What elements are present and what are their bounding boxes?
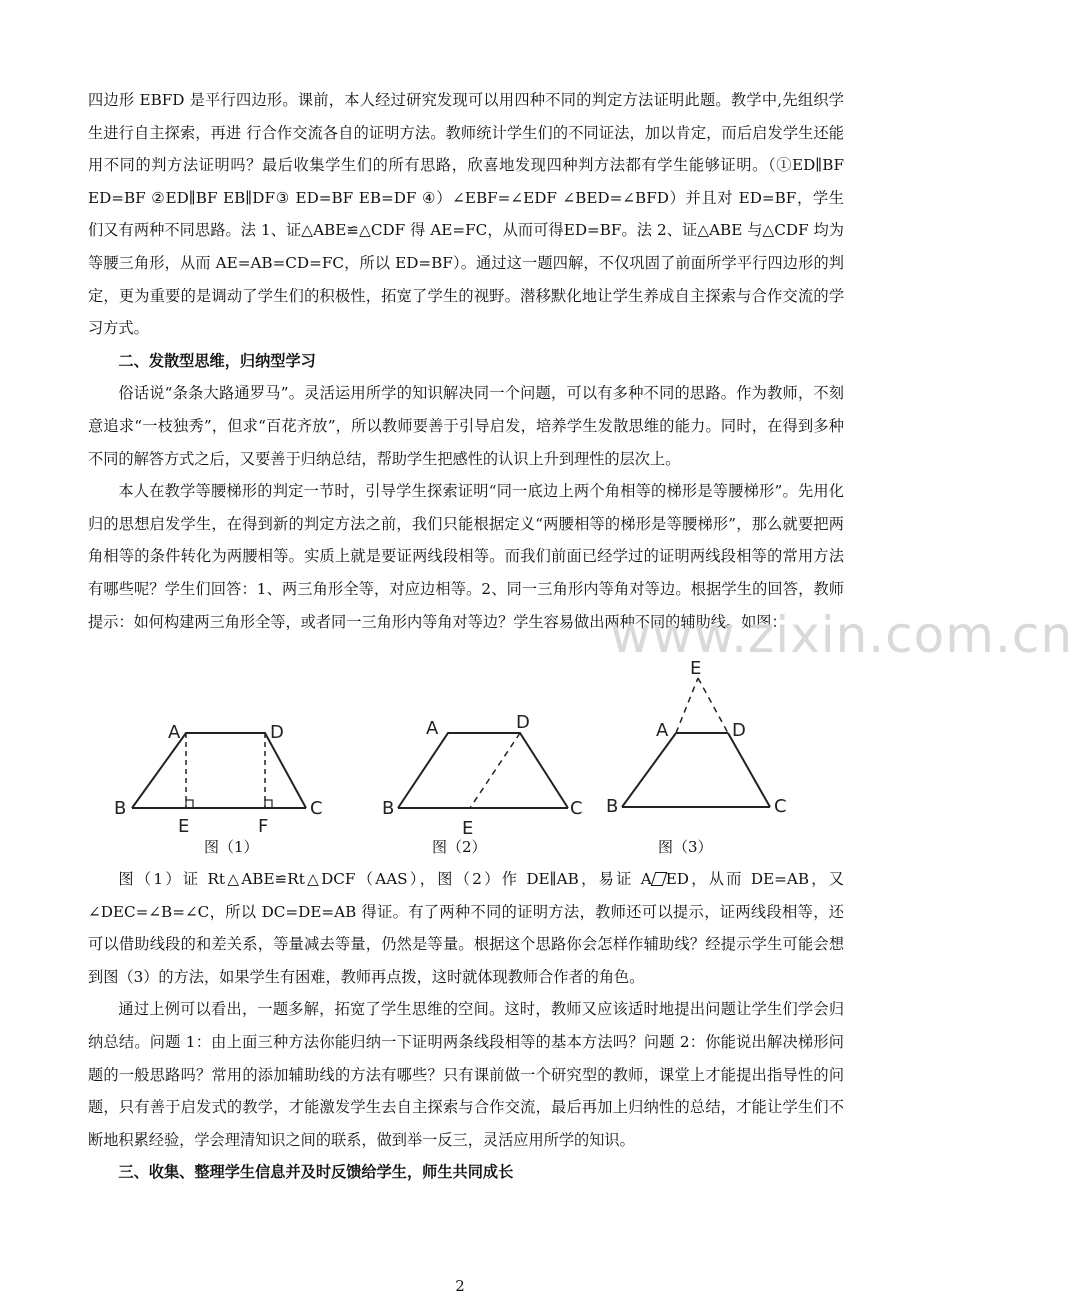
fig3-label-e: E	[690, 658, 702, 679]
paragraph-figure-explanation	[88, 863, 844, 993]
page-number: 2	[455, 1277, 465, 1295]
fig1-label-e: E	[178, 816, 190, 837]
figure-1-caption: 图（1）	[204, 838, 259, 856]
figure-3-diagram	[604, 660, 844, 840]
fig3-label-b: B	[606, 796, 619, 817]
fig-explanation-part-2: ED，从而 DE=AB，又∠DEC=∠B=∠C，所以 DC=DE=AB 得证。有了两种不同的证明方法，教师还可以提示，证两线段相等，还可以借助线段的和差关系，等量减去等量，仍然是等量。根据这个思路你会怎样作辅助线？经提示学生可能会想到图（3）的方法，如果学生有困难，教师再点拨，这时就体现教师合作者的角色。	[88, 870, 844, 986]
fig1-label-a: A	[168, 722, 181, 743]
section-heading-3: 三、收集、整理学生信息并及时反馈给学生，师生共同成长	[118, 1163, 514, 1182]
fig3-label-c: C	[774, 796, 787, 817]
text-block-top	[88, 84, 844, 638]
fig-explanation-part-1: 图（1）证 Rt△ABE≌Rt△DCF（AAS），图（2）作 DE∥AB，易证 A	[118, 870, 652, 888]
figure-2-caption: 图（2）	[432, 838, 487, 856]
text-block-bottom	[88, 863, 844, 1189]
section-heading-2: 二、发散型思维，归纳型学习	[118, 351, 316, 370]
figure-1-diagram	[110, 700, 330, 840]
fig3-label-a: A	[656, 720, 669, 741]
fig1-label-f: F	[258, 816, 269, 837]
figure-3-caption: 图（3）	[658, 838, 713, 856]
fig3-label-d: D	[732, 720, 746, 741]
fig1-label-b: B	[114, 798, 127, 819]
watermark: www.zixin.com.cn	[610, 606, 1073, 664]
fig1-label-c: C	[310, 798, 323, 819]
fig2-label-b: B	[382, 798, 395, 819]
parallelogram-symbol	[650, 872, 667, 886]
fig2-label-a: A	[426, 718, 439, 739]
fig2-label-e: E	[462, 818, 474, 839]
figures-row	[88, 660, 844, 860]
figure-2-diagram	[378, 700, 598, 840]
paragraph-divergent-thinking: 俗话说“条条大路通罗马”。灵活运用所学的知识解决同一个问题，可以有多种不同的思路。作为教师，不刻意追求“一枝独秀”，但求“百花齐放”，所以教师要善于引导启发，培养学生发散思维的能力。同时，在得到多种不同的解答方式之后，又要善于归纳总结，帮助学生把感性的认识上升到理性的层次上。	[88, 384, 844, 468]
fig2-label-c: C	[570, 798, 583, 819]
paragraph-continuation: 四边形 EBFD 是平行四边形。课前，本人经过研究发现可以用四种不同的判定方法证明此题。教学中,先组织学生进行自主探索，再进 行合作交流各自的证明方法。教师统计学生们的不同证法，加以肯定，而后启发学生还能用不同的判方法证明吗？最后收集学生们的所有思路，欣喜地发现四种判方法都有学生能够证明。（①ED∥BF ED=BF ②ED∥BF EB∥DF③ ED=BF EB=DF ④）∠EBF=∠EDF ∠BED=∠BFD）并且对 ED=BF，学生们又有两种不同思路。法 1、证△ABE≌△CDF 得 AE=FC，从而可得ED=BF。法 2、证△ABE 与△CDF 均为等腰三角形，从而 AE=AB=CD=FC，所以 ED=BF）。通过这一题四解，不仅巩固了前面所学平行四边形的判定，更为重要的是调动了学生们的积极性，拓宽了学生的视野。潜移默化地让学生养成自主探索与合作交流的学习方式。	[88, 91, 844, 338]
paragraph-summary: 通过上例可以看出，一题多解，拓宽了学生思维的空间。这时，教师又应该适时地提出问题让学生们学会归纳总结。问题 1：由上面三种方法你能归纳一下证明两条线段相等的基本方法吗？问题 2：你能说出解决梯形问题的一般思路吗？常用的添加辅助线的方法有哪些？只有课前做一个研究型的教师，课堂上才能提出指导性的问题，只有善于启发式的教学，才能激发学生去自主探索与合作交流，最后再加上归纳性的总结，才能让学生们不断地积累经验，学会理清知识之间的联系，做到举一反三，灵活应用所学的知识。	[88, 1000, 844, 1149]
fig1-label-d: D	[270, 722, 284, 743]
paragraph-trapezoid-lesson: 本人在教学等腰梯形的判定一节时，引导学生探索证明“同一底边上两个角相等的梯形是等腰梯形”。先用化归的思想启发学生，在得到新的判定方法之前，我们只能根据定义“两腰相等的梯形是等腰梯形”，那么就要把两角相等的条件转化为两腰相等。实质上就是要证两线段相等。而我们前面已经学过的证明两线段相等的常用方法有哪些呢？学生们回答：1、两三角形全等，对应边相等。2、同一三角形内等角对等边。根据学生的回答，教师提示：如何构建两三角形全等，或者同一三角形内等角对等边？学生容易做出两种不同的辅助线。如图：	[88, 482, 844, 631]
fig2-label-d: D	[516, 712, 530, 733]
